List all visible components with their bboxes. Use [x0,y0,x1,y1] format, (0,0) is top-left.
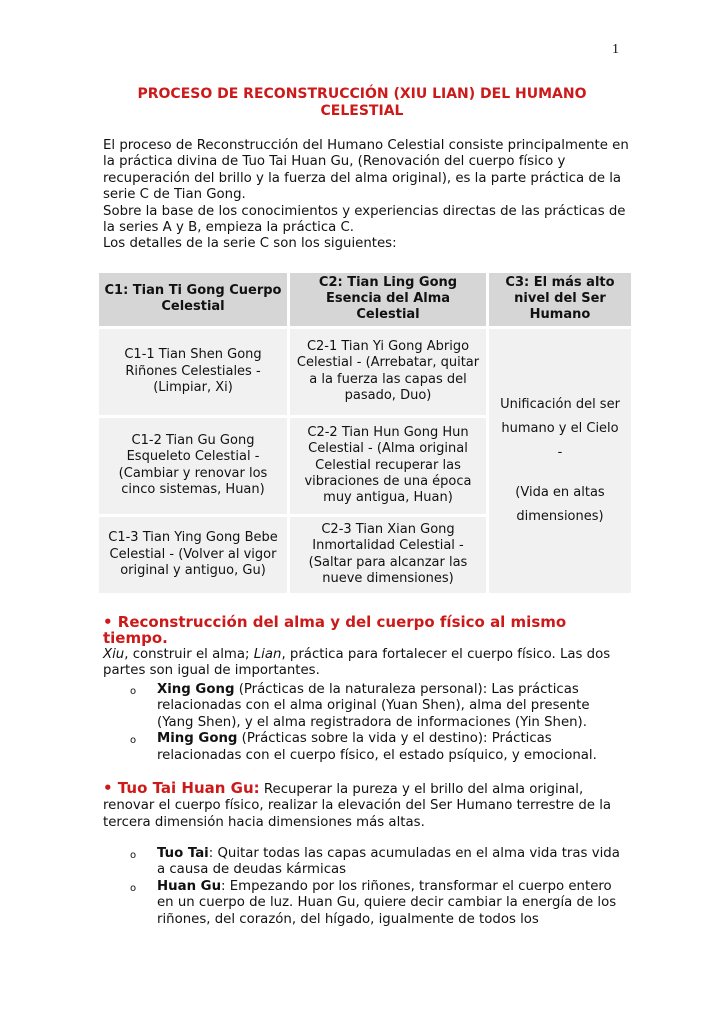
document-title: PROCESO DE RECONSTRUCCIÓN (XIU LIAN) DEL HUMANO CELESTIAL [137,86,587,119]
item-desc: : Quitar todas las capas acumuladas en el alma vida tras vida a causa de deudas kármicas [157,846,620,878]
page-number: 1 [612,42,619,57]
bullet-icon: o [130,686,137,697]
bullet-icon: o [130,850,137,861]
section-2-heading: • Tuo Tai Huan Gu: [103,779,260,797]
item-term: Ming Gong [157,731,238,747]
cell-c1-1: C1-1 Tian Shen Gong Riñones Celestiales - (Limpiar, Xi) [99,329,287,415]
cell-c2-3: C2-3 Tian Xian Gong Inmortalidad Celestial - (Saltar para alcanzar las nueve dimensiones) [290,517,486,593]
cell-c2-2: C2-2 Tian Hun Gong Hun Celestial - (Alma original Celestial recuperar las vibraciones de una época muy antigua, Huan) [290,418,486,514]
intro-paragraph-1: El proceso de Reconstrucción del Humano Celestial consiste principalmente en la práctica divina de Tuo Tai Huan Gu, (Renovación del cuerpo físico y recuperación del brillo y la fuerza del alma original), es la parte práctica de la serie C de Tian Gong. [103,138,629,203]
cell-c1-2: C1-2 Tian Gu Gong Esqueleto Celestial - (Cambiar y renovar los cinco sistemas, Huan) [99,418,287,514]
item-term: Tuo Tai [157,846,209,861]
cell-c1-3: C1-3 Tian Ying Gong Bebe Celestial - (Volver al vigor original y antiguo, Gu) [99,517,287,593]
item-desc: : Empezando por los riñones, transformar el cuerpo entero en un cuerpo de luz. Huan Gu, quiere decir cambiar la energía de los riñones, del corazón, del hígado, igualmente de todos los [157,878,617,927]
intro-paragraph-3: Los detalles de la serie C son los siguientes: [103,236,397,252]
section-reconstruction [103,614,633,680]
header-c1: C1: Tian Ti Gong Cuerpo Celestial [99,273,287,326]
list-item [130,731,630,764]
header-c2: C2: Tian Ling Gong Esencia del Alma Celestial [290,273,486,326]
lian-term: Lian [253,646,282,662]
cell-c3 [489,329,631,593]
c3-dash: - [557,444,563,460]
intro-paragraph-2: Sobre la base de los conocimientos y experiencias directas de las prácticas de la series A y B, empieza la práctica C. [103,203,626,236]
section-1-text-b: , práctica para fortalecer el cuerpo físico. Las dos partes son igual de importantes. [103,646,611,679]
item-term: Huan Gu [157,878,222,894]
header-c3: C3: El más alto nivel del Ser Humano [489,273,631,326]
list-item [130,846,630,879]
c3-line-2: (Vida en altas dimensiones) [515,484,605,524]
section-tuo-tai [103,780,633,831]
list-item [130,682,630,731]
item-term: Xing Gong [157,682,235,697]
bullet-icon: o [130,735,137,747]
section-1-list [130,682,630,764]
section-1-heading: • Reconstrucción del alma y del cuerpo físico al mismo tiempo. [103,613,567,648]
section-2-paragraph [103,780,633,831]
section-1-text [103,647,633,680]
intro-text [103,138,633,253]
bullet-icon: o [130,882,137,894]
item-desc: (Prácticas sobre la vida y el destino): Prácticas relacionadas con el cuerpo físico, el estado psíquico, y emocional. [157,731,597,763]
c3-line-1: Unificación del ser humano y el Cielo [500,396,620,436]
series-c-table [96,270,634,596]
section-2-list [130,846,630,928]
section-1-text-a: , construir el alma; [124,646,254,662]
list-item [130,879,630,928]
cell-c2-1: C2-1 Tian Yi Gong Abrigo Celestial - (Arrebatar, quitar a la fuerza las capas del pasado, Duo) [290,329,486,415]
xiu-term: Xiu [103,646,125,662]
section-2-text: Recuperar la pureza y el brillo del alma original, renovar el cuerpo físico, realizar la elevación del Ser Humano terrestre de la tercera dimensión hacia dimensiones más altas. [103,782,612,830]
item-desc: (Prácticas de la naturaleza personal): Las prácticas relacionadas con el alma original (Yuan Shen), alma del presente (Yang Shen), y el alma registradora de informaciones (Yin Shen). [157,682,590,730]
